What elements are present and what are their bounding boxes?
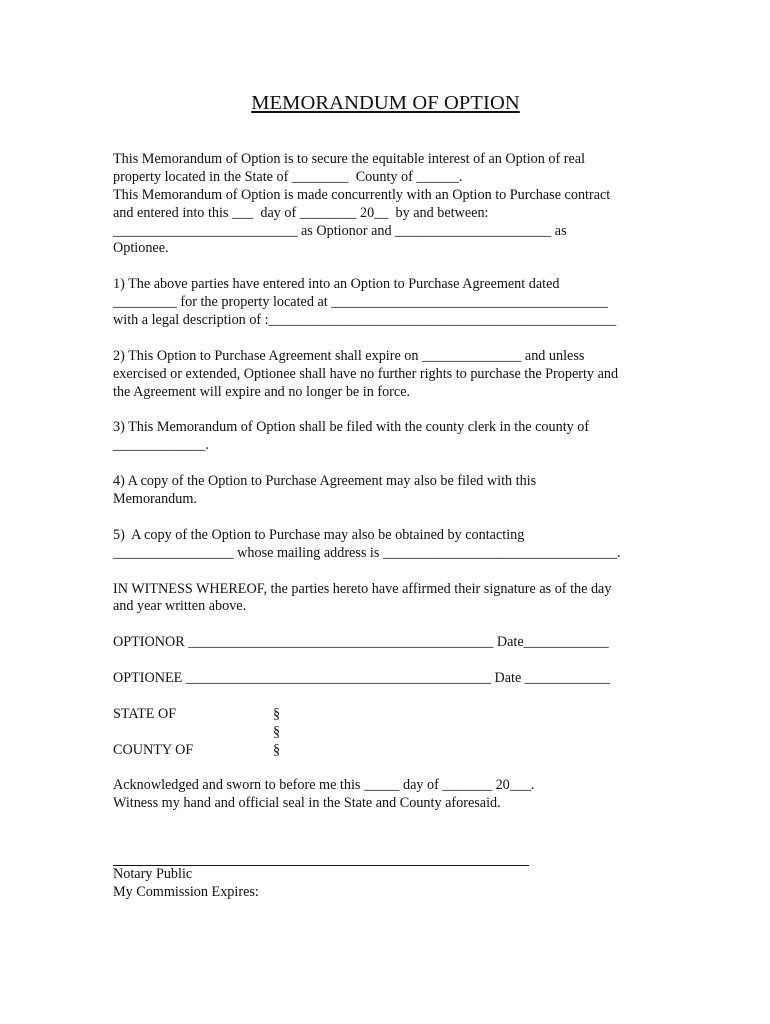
optionor-signature-line: [113, 634, 658, 652]
paragraph-4: [113, 473, 658, 509]
county-row: [113, 742, 658, 760]
acknowledgment-line: Witness my hand and official seal in the State and County aforesaid.: [113, 795, 501, 812]
state-label: STATE OF: [113, 705, 177, 722]
intro-line: Optionee.: [113, 240, 169, 257]
witness-line: and year written above.: [113, 598, 247, 615]
paragraph-5: [113, 527, 658, 563]
paragraph-line: exercised or extended, Optionee shall have no further rights to purchase the Property and: [113, 365, 619, 382]
paragraph-3: [113, 419, 658, 455]
document-page: [113, 92, 658, 902]
notary-block: [113, 866, 658, 902]
section-symbol: §: [273, 705, 281, 722]
paragraph-2: [113, 348, 658, 402]
intro-line: __________________________ as Optionor and ______________________ as: [113, 222, 567, 239]
section-symbol: §: [273, 741, 281, 758]
paragraph-line: _________ for the property located at _______________________________________: [113, 294, 608, 311]
intro-paragraph: [113, 151, 658, 258]
section-symbol: §: [273, 723, 281, 740]
paragraph-line: with a legal description of :_________________________________________________: [113, 312, 617, 329]
acknowledgment-paragraph: [113, 777, 658, 813]
optionor-line: OPTIONOR ___________________________________________ Date____________: [113, 634, 609, 651]
intro-line: and entered into this ___ day of ________ 20__ by and between:: [113, 204, 489, 221]
document-title: MEMORANDUM OF OPTION: [251, 92, 520, 114]
paragraph-1: [113, 276, 658, 330]
paragraph-line: 5) A copy of the Option to Purchase may also be obtained by contacting: [113, 526, 525, 543]
state-row: [113, 706, 658, 724]
acknowledgment-line: Acknowledged and sworn to before me this _____ day of _______ 20___.: [113, 777, 535, 794]
optionee-line: OPTIONEE ___________________________________________ Date ____________: [113, 670, 610, 687]
blank-row: [113, 724, 658, 742]
paragraph-line: 4) A copy of the Option to Purchase Agreement may also be filed with this: [113, 473, 537, 490]
witness-paragraph: [113, 581, 658, 617]
witness-line: IN WITNESS WHEREOF, the parties hereto have affirmed their signature as of the day: [113, 580, 612, 597]
intro-line: This Memorandum of Option is made concurrently with an Option to Purchase contract: [113, 186, 611, 203]
venue-block: [113, 706, 658, 760]
paragraph-line: 1) The above parties have entered into an Option to Purchase Agreement dated: [113, 276, 560, 293]
paragraph-line: 3) This Memorandum of Option shall be filed with the county clerk in the county of: [113, 419, 590, 436]
optionee-signature-line: [113, 670, 658, 688]
paragraph-line: Memorandum.: [113, 491, 197, 508]
paragraph-line: _________________ whose mailing address is _________________________________.: [113, 544, 621, 561]
paragraph-line: _____________.: [113, 437, 209, 454]
intro-line: This Memorandum of Option is to secure the equitable interest of an Option of real: [113, 150, 586, 167]
intro-line: property located in the State of ________ County of ______.: [113, 168, 463, 185]
paragraph-line: 2) This Option to Purchase Agreement shall expire on ______________ and unless: [113, 347, 585, 364]
county-label: COUNTY OF: [113, 741, 194, 758]
paragraph-line: the Agreement will expire and no longer be in force.: [113, 383, 411, 400]
notary-public-label: Notary Public: [113, 866, 193, 883]
commission-expires-label: My Commission Expires:: [113, 884, 259, 901]
